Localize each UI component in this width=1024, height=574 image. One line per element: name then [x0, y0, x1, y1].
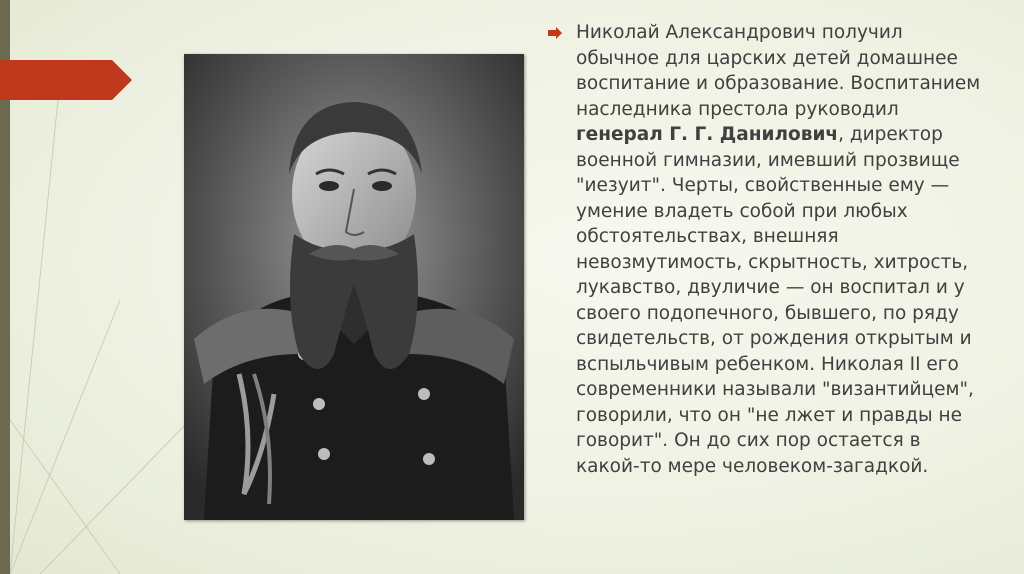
text-before-bold: Николай Александрович получил обычное для царских детей домашнее воспитание и образование. Воспитанием наследника престола руководил [576, 22, 987, 120]
red-arrow-tab [0, 60, 132, 100]
body-text [548, 20, 988, 479]
paragraph [576, 20, 988, 479]
portrait-image [184, 54, 524, 520]
bold-name: генерал Г. Г. Данилович [576, 124, 839, 145]
text-after-bold: , директор военной гимназии, имевший прозвище "иезуит". Черты, свойственные ему — умение владеть собой при любых обстоятельствах, внешняя невозмутимость, скрытность, хитрость, лукавство, двуличие — он воспитал и у своего подопечного, бывшего, по ряду свидетельств, от рождения открытым и вспыльчивым ребенком. Николая II его современники называли "византийцем", говорили, что он "не лжет и правды не говорит". Он до сих пор остается в какой-то мере человеком-загадкой. [576, 124, 980, 477]
portrait-engraving [184, 54, 524, 520]
